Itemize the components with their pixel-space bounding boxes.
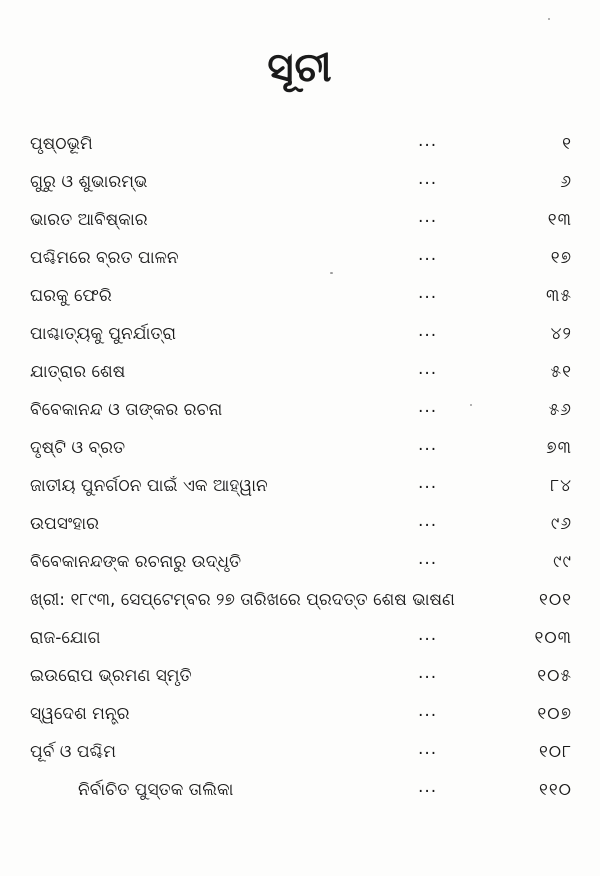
toc-leader-dots: ...: [418, 473, 438, 493]
toc-leader-dots: ...: [418, 169, 438, 189]
toc-leader-dots: ...: [418, 131, 438, 151]
toc-row: [0, 466, 600, 506]
toc-row: [0, 770, 600, 810]
toc-page-number: ୧୦୮: [538, 742, 572, 762]
toc-row: [0, 276, 600, 316]
paper-speck: [470, 404, 472, 406]
toc-leader-dots: ...: [418, 245, 438, 265]
paper-speck: [548, 18, 550, 20]
toc-entry-title: ଭାରତ ଆବିଷ୍କାର: [30, 210, 148, 230]
toc-leader-dots: ...: [418, 549, 438, 569]
toc-row: [0, 618, 600, 658]
toc-page-number: ୭୩: [546, 438, 572, 458]
toc-page-number: ୧୧୦: [538, 780, 572, 800]
toc-page-number: ୯୯: [553, 552, 572, 572]
toc-page-number: ୧୦୭: [537, 704, 572, 724]
toc-entry-title: ଯାତ୍ରାର ଶେଷ: [30, 362, 126, 382]
toc-page-number: ୮୪: [550, 476, 572, 496]
toc-leader-dots: ...: [418, 701, 438, 721]
toc-leader-dots: ...: [418, 321, 438, 341]
toc-row: [0, 390, 600, 430]
toc-entry-title: ଇଉରୋପ ଭ୍ରମଣ ସ୍ମୃତି: [30, 666, 192, 686]
toc-row: [0, 314, 600, 354]
toc-row: [0, 732, 600, 772]
toc-row: [0, 580, 600, 620]
toc-page-number: ୯୬: [550, 514, 572, 534]
toc-entry-title: ବିବେକାନନ୍ଦଙ୍କ ରଚନାରୁ ଉଦ୍ଧୃତି: [30, 552, 242, 572]
toc-entry-title: ପୃଷ୍ଠଭୂମି: [30, 134, 93, 154]
toc-entry-title: ଉପସଂହାର: [30, 514, 100, 534]
toc-leader-dots: ...: [418, 397, 438, 417]
toc-leader-dots: ...: [418, 739, 438, 759]
toc-row: [0, 162, 600, 202]
toc-leader-dots: ...: [418, 283, 438, 303]
toc-row: [0, 124, 600, 164]
toc-leader-dots: ...: [418, 625, 438, 645]
toc-leader-dots: ...: [418, 777, 438, 797]
toc-page-number: ୧୭: [550, 248, 572, 268]
toc-row: [0, 656, 600, 696]
toc-page-number: ୧୩: [547, 210, 572, 230]
toc-entry-title: ଗୁରୁ ଓ ଶୁଭାରମ୍ଭ: [30, 172, 148, 192]
toc-entry-title: ପଶ୍ଚିମରେ ବ୍ରତ ପାଳନ: [30, 248, 179, 268]
toc-page-number: ୬: [560, 172, 572, 192]
toc-row: [0, 238, 600, 278]
toc-row: [0, 504, 600, 544]
toc-page-number: ୧୦୩: [534, 628, 572, 648]
toc-entry-title: ଘରକୁ ଫେରି: [30, 286, 112, 306]
toc-entry-title: ଦୃଷ୍ଟି ଓ ବ୍ରତ: [30, 438, 126, 458]
toc-entry-title: ରାଜ-ଯୋଗ: [30, 628, 101, 648]
toc-leader-dots: ...: [418, 435, 438, 455]
toc-page-number: ୪୨: [550, 324, 572, 344]
toc-leader-dots: ...: [418, 511, 438, 531]
toc-page-number: ୫୬: [548, 400, 572, 420]
toc-entry-title: ବିବେକାନନ୍ଦ ଓ ତାଙ୍କର ରଚନା: [30, 400, 223, 420]
toc-row: [0, 694, 600, 734]
toc-row: [0, 352, 600, 392]
toc-entry-title: ପାଶ୍ଚାତ୍ୟକୁ ପୁନର୍ଯାତ୍ରା: [30, 324, 177, 344]
toc-row: [0, 200, 600, 240]
toc-row: [0, 428, 600, 468]
toc-leader-dots: ...: [418, 663, 438, 683]
toc-page-number: ୫୧: [550, 362, 572, 382]
toc-page-number: ୧୦୧: [538, 590, 572, 610]
toc-leader-dots: ...: [418, 207, 438, 227]
toc-page-number: ୧: [562, 134, 572, 154]
toc-page-number: ୩୫: [546, 286, 572, 306]
toc-entry-title: ସ୍ୱଦେଶ ମନ୍ତ୍ର: [30, 704, 130, 724]
toc-entry-title: ଜାତୀୟ ପୁନର୍ଗଠନ ପାଇଁ ଏକ ଆହ୍ୱାନ: [30, 476, 268, 496]
paper-speck: [330, 272, 333, 274]
toc-row: [0, 542, 600, 582]
toc-entry-title: ପୂର୍ବ ଓ ପଶ୍ଚିମ: [30, 742, 117, 762]
toc-entry-title: ନିର୍ବାଚିତ ପୁସ୍ତକ ତାଲିକା: [78, 780, 234, 800]
toc-page-number: ୧୦୫: [537, 666, 572, 686]
toc-entry-title: ଖ୍ରୀ: ୧୮୯୩, ସେପ୍ଟେମ୍ବର ୨୭ ତାରିଖରେ ପ୍ରଦତ୍ତ ଶେଷ ଭାଷଣ: [30, 590, 455, 610]
page-title: ସୂଚୀ: [267, 45, 333, 91]
toc-leader-dots: ...: [418, 359, 438, 379]
